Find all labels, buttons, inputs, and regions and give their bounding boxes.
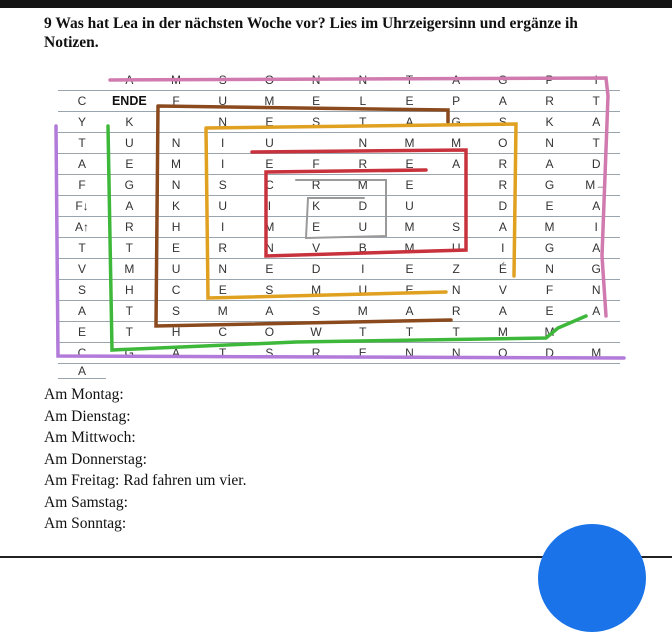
grid-cell: T xyxy=(573,133,620,154)
grid-cell xyxy=(58,70,106,91)
grid-cell: V xyxy=(293,238,340,259)
grid-cell: N xyxy=(526,259,573,280)
grid-cell: G xyxy=(526,175,573,196)
grid-cell: M xyxy=(386,238,433,259)
grid-cell: U xyxy=(339,280,386,301)
grid-cell: R xyxy=(339,154,386,175)
grid-cell: F↓ xyxy=(58,196,106,217)
grid-cell: S xyxy=(293,301,340,322)
grid-cell: A xyxy=(246,301,293,322)
note-day-label: Am Mittwoch: xyxy=(44,429,136,446)
grid-cell: O xyxy=(246,70,293,91)
grid-cell: A xyxy=(58,154,106,175)
grid-cell: R xyxy=(106,217,153,238)
grid-cell: B xyxy=(339,238,386,259)
grid-cell xyxy=(153,112,200,133)
grid-cell: E xyxy=(153,238,200,259)
grid-cell: E xyxy=(386,259,433,280)
grid-cell: A xyxy=(386,112,433,133)
grid-cell: L xyxy=(339,91,386,112)
grid-cell: K xyxy=(106,112,153,133)
grid-cell: A xyxy=(433,70,480,91)
grid-cell: H xyxy=(153,217,200,238)
note-line xyxy=(44,427,246,449)
grid-cell: S xyxy=(246,343,293,364)
grid-cell: Z xyxy=(433,259,480,280)
grid-cell: T xyxy=(58,133,106,154)
grid-cell: A xyxy=(58,301,106,322)
grid-cell: N xyxy=(293,70,340,91)
grid-cell: A xyxy=(573,196,620,217)
grid-cell: C xyxy=(153,280,200,301)
grid-cell: O xyxy=(480,343,527,364)
grid-cell: E xyxy=(386,280,433,301)
grid-cell: A xyxy=(573,238,620,259)
note-line xyxy=(44,406,246,428)
note-day-label: Am Samstag: xyxy=(44,493,128,511)
grid-cell: D xyxy=(480,196,527,217)
grid-cell: T xyxy=(433,322,480,343)
grid-cell: A xyxy=(573,301,620,322)
grid-cell: M xyxy=(153,154,200,175)
note-line xyxy=(44,384,246,406)
grid-cell: O xyxy=(246,322,293,343)
grid-cell: M xyxy=(573,343,620,364)
grid-cell: U xyxy=(106,133,153,154)
grid-cell: N xyxy=(339,133,386,154)
grid-cell: R xyxy=(433,301,480,322)
grid-cell: H xyxy=(106,280,153,301)
grid-cell: V xyxy=(58,259,106,280)
floating-action-button[interactable] xyxy=(538,524,646,632)
grid-cell: T xyxy=(339,112,386,133)
grid-cell: N xyxy=(153,175,200,196)
grid-cell: T xyxy=(106,322,153,343)
grid-cell: A↑ xyxy=(58,217,106,238)
grid-cell: S xyxy=(58,280,106,301)
grid-cell: A xyxy=(58,364,106,379)
task-title-line2: Notizen. xyxy=(44,34,99,51)
grid-cell: M xyxy=(526,322,573,343)
grid-cell: S xyxy=(153,301,200,322)
grid-cell: A xyxy=(386,301,433,322)
grid-cell: G xyxy=(573,259,620,280)
grid-cell: M xyxy=(339,301,386,322)
grid-cell: D xyxy=(526,343,573,364)
grid-cell: M xyxy=(433,133,480,154)
grid-cell: E xyxy=(526,196,573,217)
grid-cell: C xyxy=(246,175,293,196)
note-day-label: Am Donnerstag: xyxy=(44,450,147,468)
grid-cell: C xyxy=(58,91,106,112)
grid-cell xyxy=(293,133,340,154)
grid-cell: H xyxy=(153,322,200,343)
grid-cell: E xyxy=(526,301,573,322)
grid-cell: R xyxy=(480,154,527,175)
grid-cell: ENDE xyxy=(106,91,153,112)
grid-cell: E xyxy=(246,259,293,280)
grid-cell: E xyxy=(199,280,246,301)
grid-cell: G xyxy=(106,343,153,364)
grid-cell: R xyxy=(293,175,340,196)
grid-cell: U xyxy=(199,91,246,112)
grid-cell: F xyxy=(153,91,200,112)
grid-cell: E xyxy=(339,343,386,364)
grid-cell: S xyxy=(433,217,480,238)
grid-cell: U xyxy=(339,217,386,238)
grid-cell: A xyxy=(433,154,480,175)
grid-cell: Y xyxy=(58,112,106,133)
grid-cell: A xyxy=(480,301,527,322)
grid-cell: A xyxy=(480,217,527,238)
task-title xyxy=(44,14,672,52)
grid-cell: K xyxy=(526,112,573,133)
grid-cell: N xyxy=(386,343,433,364)
grid-cell: F xyxy=(58,175,106,196)
note-line xyxy=(44,513,246,535)
letter-grid xyxy=(58,70,620,378)
grid-cell: E xyxy=(246,154,293,175)
grid-cell: N xyxy=(339,70,386,91)
grid-cell: R xyxy=(199,238,246,259)
grid-cell: W xyxy=(293,322,340,343)
grid-cell: N xyxy=(433,343,480,364)
grid-cell: E xyxy=(106,154,153,175)
grid-cell: A xyxy=(573,112,620,133)
grid-cell: I xyxy=(199,217,246,238)
grid-cell: C xyxy=(199,322,246,343)
grid-cell: E xyxy=(58,322,106,343)
grid-cell: M→ xyxy=(573,175,620,196)
grid-cell: C xyxy=(58,343,106,364)
note-line xyxy=(44,492,246,514)
grid-cell: E xyxy=(386,154,433,175)
grid-cell: N xyxy=(573,280,620,301)
top-bar xyxy=(0,0,672,8)
note-day-label: Am Freitag: xyxy=(44,472,120,489)
grid-cell: I xyxy=(480,238,527,259)
grid-cell xyxy=(573,322,620,343)
grid-cell: V xyxy=(480,280,527,301)
grid-cell: U xyxy=(433,238,480,259)
grid-cell: T xyxy=(106,238,153,259)
note-text[interactable]: Rad fahren um vier. xyxy=(123,472,247,489)
grid-cell: G xyxy=(106,175,153,196)
grid-cell: S xyxy=(293,112,340,133)
grid-cell: G xyxy=(433,112,480,133)
grid-cell: I xyxy=(339,259,386,280)
grid-cell: G xyxy=(526,238,573,259)
grid-cell: N xyxy=(526,133,573,154)
grid-cell: N xyxy=(246,238,293,259)
grid-cell: U xyxy=(153,259,200,280)
grid-cell: M xyxy=(106,259,153,280)
grid-cell: I xyxy=(573,217,620,238)
grid-cell: R xyxy=(480,175,527,196)
grid-cell: S xyxy=(480,112,527,133)
grid-cell: E xyxy=(293,91,340,112)
grid-cell: E xyxy=(386,175,433,196)
grid-cell: E xyxy=(293,217,340,238)
grid-cell: M xyxy=(246,217,293,238)
grid-cell: G xyxy=(480,70,527,91)
notes-list xyxy=(44,384,246,535)
grid-cell: K xyxy=(293,196,340,217)
grid-cell: E xyxy=(246,112,293,133)
grid-cell: A xyxy=(153,343,200,364)
grid-cell: N xyxy=(199,259,246,280)
grid-cell: S xyxy=(199,175,246,196)
grid-cell: P xyxy=(526,70,573,91)
grid-cell: K xyxy=(153,196,200,217)
grid-cell: M xyxy=(526,217,573,238)
grid-cell: T xyxy=(339,322,386,343)
grid-cell: E xyxy=(386,91,433,112)
grid-cell: M xyxy=(246,91,293,112)
grid-cell: É xyxy=(480,259,527,280)
grid-cell: M xyxy=(386,217,433,238)
grid-cell: U xyxy=(386,196,433,217)
grid-cell: A xyxy=(106,70,153,91)
grid-cell: F xyxy=(293,154,340,175)
note-line xyxy=(44,470,246,492)
grid-cell xyxy=(433,175,480,196)
grid-cell: U xyxy=(199,196,246,217)
grid-cell: S xyxy=(199,70,246,91)
grid-cell: T xyxy=(58,238,106,259)
note-day-label: Am Montag: xyxy=(44,386,124,403)
grid-cell: I xyxy=(573,70,620,91)
note-day-label: Am Dienstag: xyxy=(44,407,131,425)
grid-cell: M xyxy=(339,175,386,196)
grid-cell: T xyxy=(106,301,153,322)
grid-cell: O xyxy=(480,133,527,154)
grid-cell: T xyxy=(573,91,620,112)
grid-cell: A xyxy=(480,91,527,112)
grid-cell: P xyxy=(433,91,480,112)
note-day-label: Am Sonntag: xyxy=(44,515,127,532)
grid-cell: M xyxy=(480,322,527,343)
grid-cell: D xyxy=(339,196,386,217)
grid-cell: T xyxy=(386,322,433,343)
grid-cell: S xyxy=(246,280,293,301)
grid-cell: I xyxy=(199,154,246,175)
task-title-line1: 9 Was hat Lea in der nächsten Woche vor? Lies im Uhrzeigersinn und ergänze ih xyxy=(44,15,578,32)
grid-cell: M xyxy=(199,301,246,322)
word-search-puzzle xyxy=(46,66,626,378)
grid-cell: R xyxy=(293,343,340,364)
grid-cell: M xyxy=(293,280,340,301)
grid-cell: D xyxy=(573,154,620,175)
grid-cell: I xyxy=(199,133,246,154)
grid-cell xyxy=(433,196,480,217)
grid-cell: N xyxy=(153,133,200,154)
grid-cell: I xyxy=(246,196,293,217)
grid-cell: M xyxy=(153,70,200,91)
grid-cell: A xyxy=(106,196,153,217)
grid-cell: A xyxy=(526,154,573,175)
note-line xyxy=(44,449,246,471)
grid-cell: T xyxy=(386,70,433,91)
grid-cell: N xyxy=(199,112,246,133)
grid-cell: F xyxy=(526,280,573,301)
grid-cell: N xyxy=(433,280,480,301)
grid-cell: T xyxy=(199,343,246,364)
grid-cell: D xyxy=(293,259,340,280)
grid-cell: R xyxy=(526,91,573,112)
grid-cell: U xyxy=(246,133,293,154)
grid-cell: M xyxy=(386,133,433,154)
